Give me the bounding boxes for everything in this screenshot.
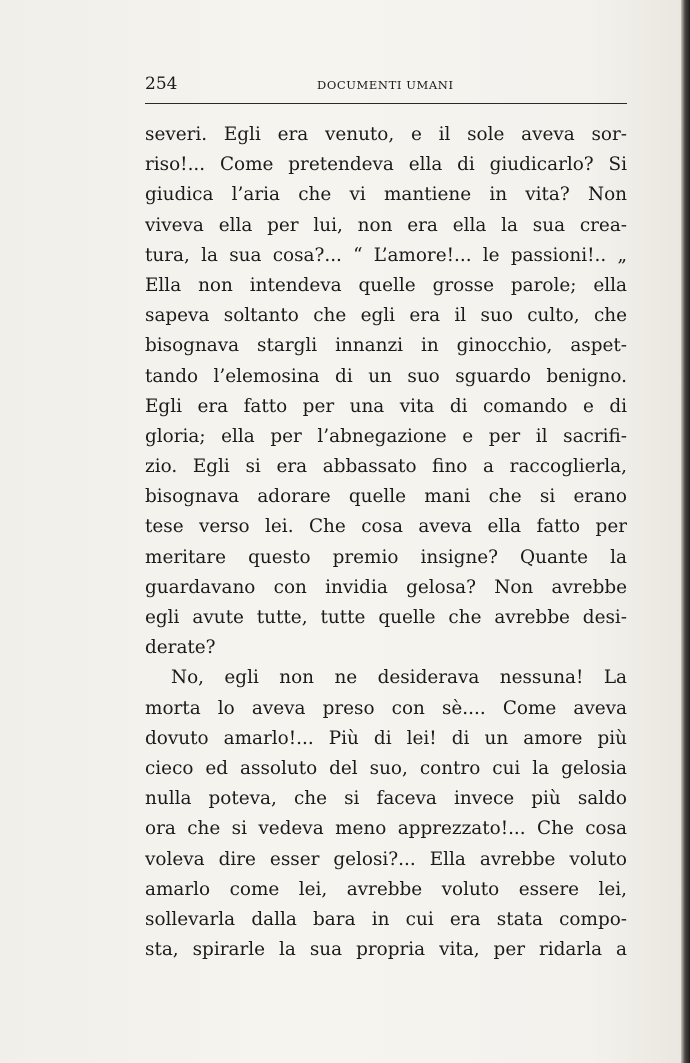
text-line: severi. Egli era venuto, e il sole aveva sor-	[145, 124, 627, 145]
text-line: ora che si vedeva meno apprezzato!... Che cosa	[145, 818, 627, 840]
text-line: morta lo aveva preso con sè.... Come aveva	[145, 697, 627, 719]
text-line: riso!... Come pretendeva ella di giudicarlo? Si	[145, 154, 627, 176]
text-line: sollevarla dalla bara in cui era stata compo-	[145, 908, 627, 930]
text-line: tese verso lei. Che cosa aveva ella fatto per	[145, 516, 627, 538]
text-line: bisognava stargli innanzi in ginocchio, aspet-	[145, 335, 627, 357]
body-text	[145, 120, 627, 965]
text-line: amarlo come lei, avrebbe voluto essere lei,	[145, 878, 627, 900]
text-line: Ella non intendeva quelle grosse parole; ella	[145, 274, 627, 296]
text-line: guardavano con invidia gelosa? Non avrebbe	[145, 576, 627, 598]
text-line: giudica l’aria che vi mantiene in vita? Non	[145, 184, 627, 206]
text-line: gloria; ella per l’abnegazione e per il sacrifi-	[145, 425, 627, 447]
text-line: bisognava adorare quelle mani che si erano	[145, 486, 627, 508]
text-line: nulla poteva, che si faceva invece più saldo	[145, 788, 627, 810]
text-line: tura, la sua cosa?... “ L’amore!... le passioni!.. „	[145, 244, 627, 266]
text-line: cieco ed assoluto del suo, contro cui la gelosia	[145, 757, 627, 779]
text-line: sta, spirarle la sua propria vita, per ridarla a	[145, 939, 627, 961]
text-line: sapeva soltanto che egli era il suo culto, che	[145, 305, 627, 327]
text-line-paragraph-start: No, egli non ne desiderava nessuna! La	[171, 667, 627, 689]
running-title: DOCUMENTI UMANI	[317, 78, 454, 92]
text-line: tando l’elemosina di un suo sguardo benigno.	[145, 365, 627, 387]
header-rule	[145, 103, 627, 104]
text-line: zio. Egli si era abbassato fino a raccoglierla,	[145, 456, 627, 478]
text-line: meritare questo premio insigne? Quante la	[145, 546, 627, 568]
page-header	[145, 72, 627, 96]
text-line: Egli era fatto per una vita di comando e di	[145, 395, 627, 417]
text-line: voleva dire esser gelosi?... Ella avrebbe voluto	[145, 848, 627, 870]
text-line-paragraph-end: derate?	[145, 637, 216, 659]
book-spine-shadow	[681, 0, 690, 1063]
text-line: dovuto amarlo!... Più di lei! di un amore più	[145, 727, 627, 749]
text-line: egli avute tutte, tutte quelle che avrebbe desi-	[145, 607, 627, 628]
page-number: 254	[145, 74, 178, 94]
text-line: viveva ella per lui, non era ella la sua crea-	[145, 214, 627, 236]
